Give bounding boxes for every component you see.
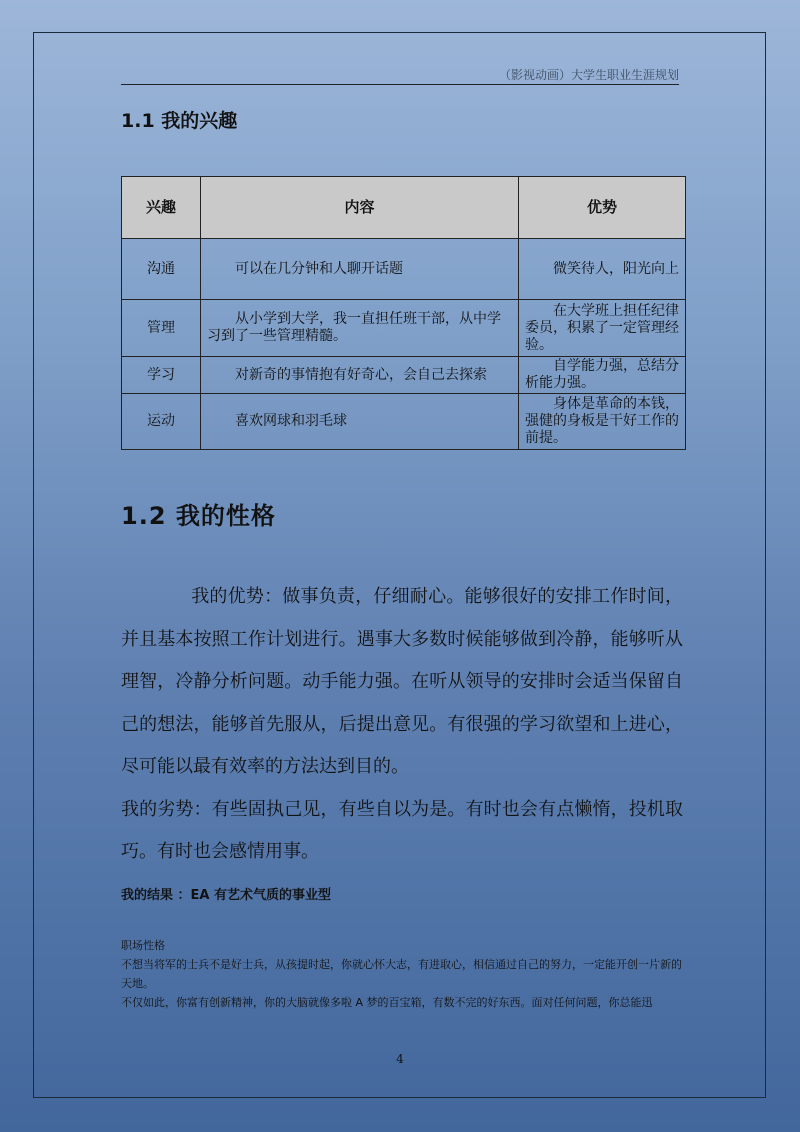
- table-row: [122, 394, 686, 450]
- cell-content: [201, 239, 519, 300]
- column-header-content: 内容: [201, 177, 519, 239]
- table-header-row: [122, 177, 686, 239]
- cell-content: [201, 357, 519, 394]
- workplace-title: 职场性格: [121, 939, 165, 952]
- page-number: 4: [396, 1052, 404, 1066]
- personality-body: [121, 576, 683, 874]
- cell-advantage: [519, 357, 686, 394]
- cell-advantage-text: 自学能力强，总结分析能力强。: [525, 358, 679, 391]
- interest-table: [121, 176, 686, 450]
- header-rule: [121, 84, 679, 85]
- cell-content-text: 对新奇的事情抱有好奇心，会自己去探索: [235, 366, 487, 383]
- cell-interest: 学习: [122, 357, 201, 394]
- cell-interest: 管理: [122, 300, 201, 357]
- workplace-section: [121, 936, 683, 1012]
- strengths-paragraph: 我的优势：做事负责，仔细耐心。能够很好的安排工作时间，并且基本按照工作计划进行。遇事大多数时候能够做到冷静，能够听从理智，冷静分析问题。动手能力强。在听从领导的安排时会适当保留自己的想法，能够首先服从，后提出意见。有很强的学习欲望和上进心，尽可能以最有效率的方法达到目的。: [121, 586, 683, 777]
- cell-interest: 沟通: [122, 239, 201, 300]
- weaknesses-paragraph: 我的劣势：有些固执己见，有些自以为是。有时也会有点懒惰，投机取巧。有时也会感情用事。: [121, 798, 683, 862]
- workplace-paragraph-2: 不仅如此，你富有创新精神，你的大脑就像多啦 A 梦的百宝箱，有数不完的好东西。面对任何问题，你总能迅: [121, 996, 653, 1009]
- cell-content-text: 从小学到大学，我一直担任班干部，从中学习到了一些管理精髓。: [207, 311, 501, 344]
- workplace-paragraph-1: 不想当将军的士兵不是好士兵，从孩提时起，你就心怀大志，有进取心，相信通过自己的努力，一定能开创一片新的天地。: [121, 958, 682, 990]
- table-row: [122, 239, 686, 300]
- running-header: （影视动画）大学生职业生涯规划: [498, 68, 679, 82]
- cell-advantage-text: 身体是革命的本钱，强健的身板是干好工作的前提。: [525, 396, 679, 446]
- table-row: [122, 357, 686, 394]
- cell-advantage: [519, 239, 686, 300]
- cell-interest: 运动: [122, 394, 201, 450]
- section-heading-interests: 1.1 我的兴趣: [121, 110, 238, 132]
- cell-advantage-text: 微笑待人，阳光向上: [553, 260, 679, 277]
- cell-content: [201, 300, 519, 357]
- cell-advantage: [519, 394, 686, 450]
- table-row: [122, 300, 686, 357]
- cell-advantage-text: 在大学班上担任纪律委员，积累了一定管理经验。: [525, 302, 679, 353]
- result-line: 我的结果 ：EA 有艺术气质的事业型: [121, 888, 331, 903]
- cell-content-text: 喜欢网球和羽毛球: [235, 413, 347, 429]
- cell-advantage: [519, 300, 686, 357]
- column-header-interest: 兴趣: [122, 177, 201, 239]
- cell-content: [201, 394, 519, 450]
- section-heading-personality: 1.2 我的性格: [121, 502, 276, 530]
- column-header-advantage: 优势: [519, 177, 686, 239]
- cell-content-text: 可以在几分钟和人聊开话题: [235, 260, 403, 277]
